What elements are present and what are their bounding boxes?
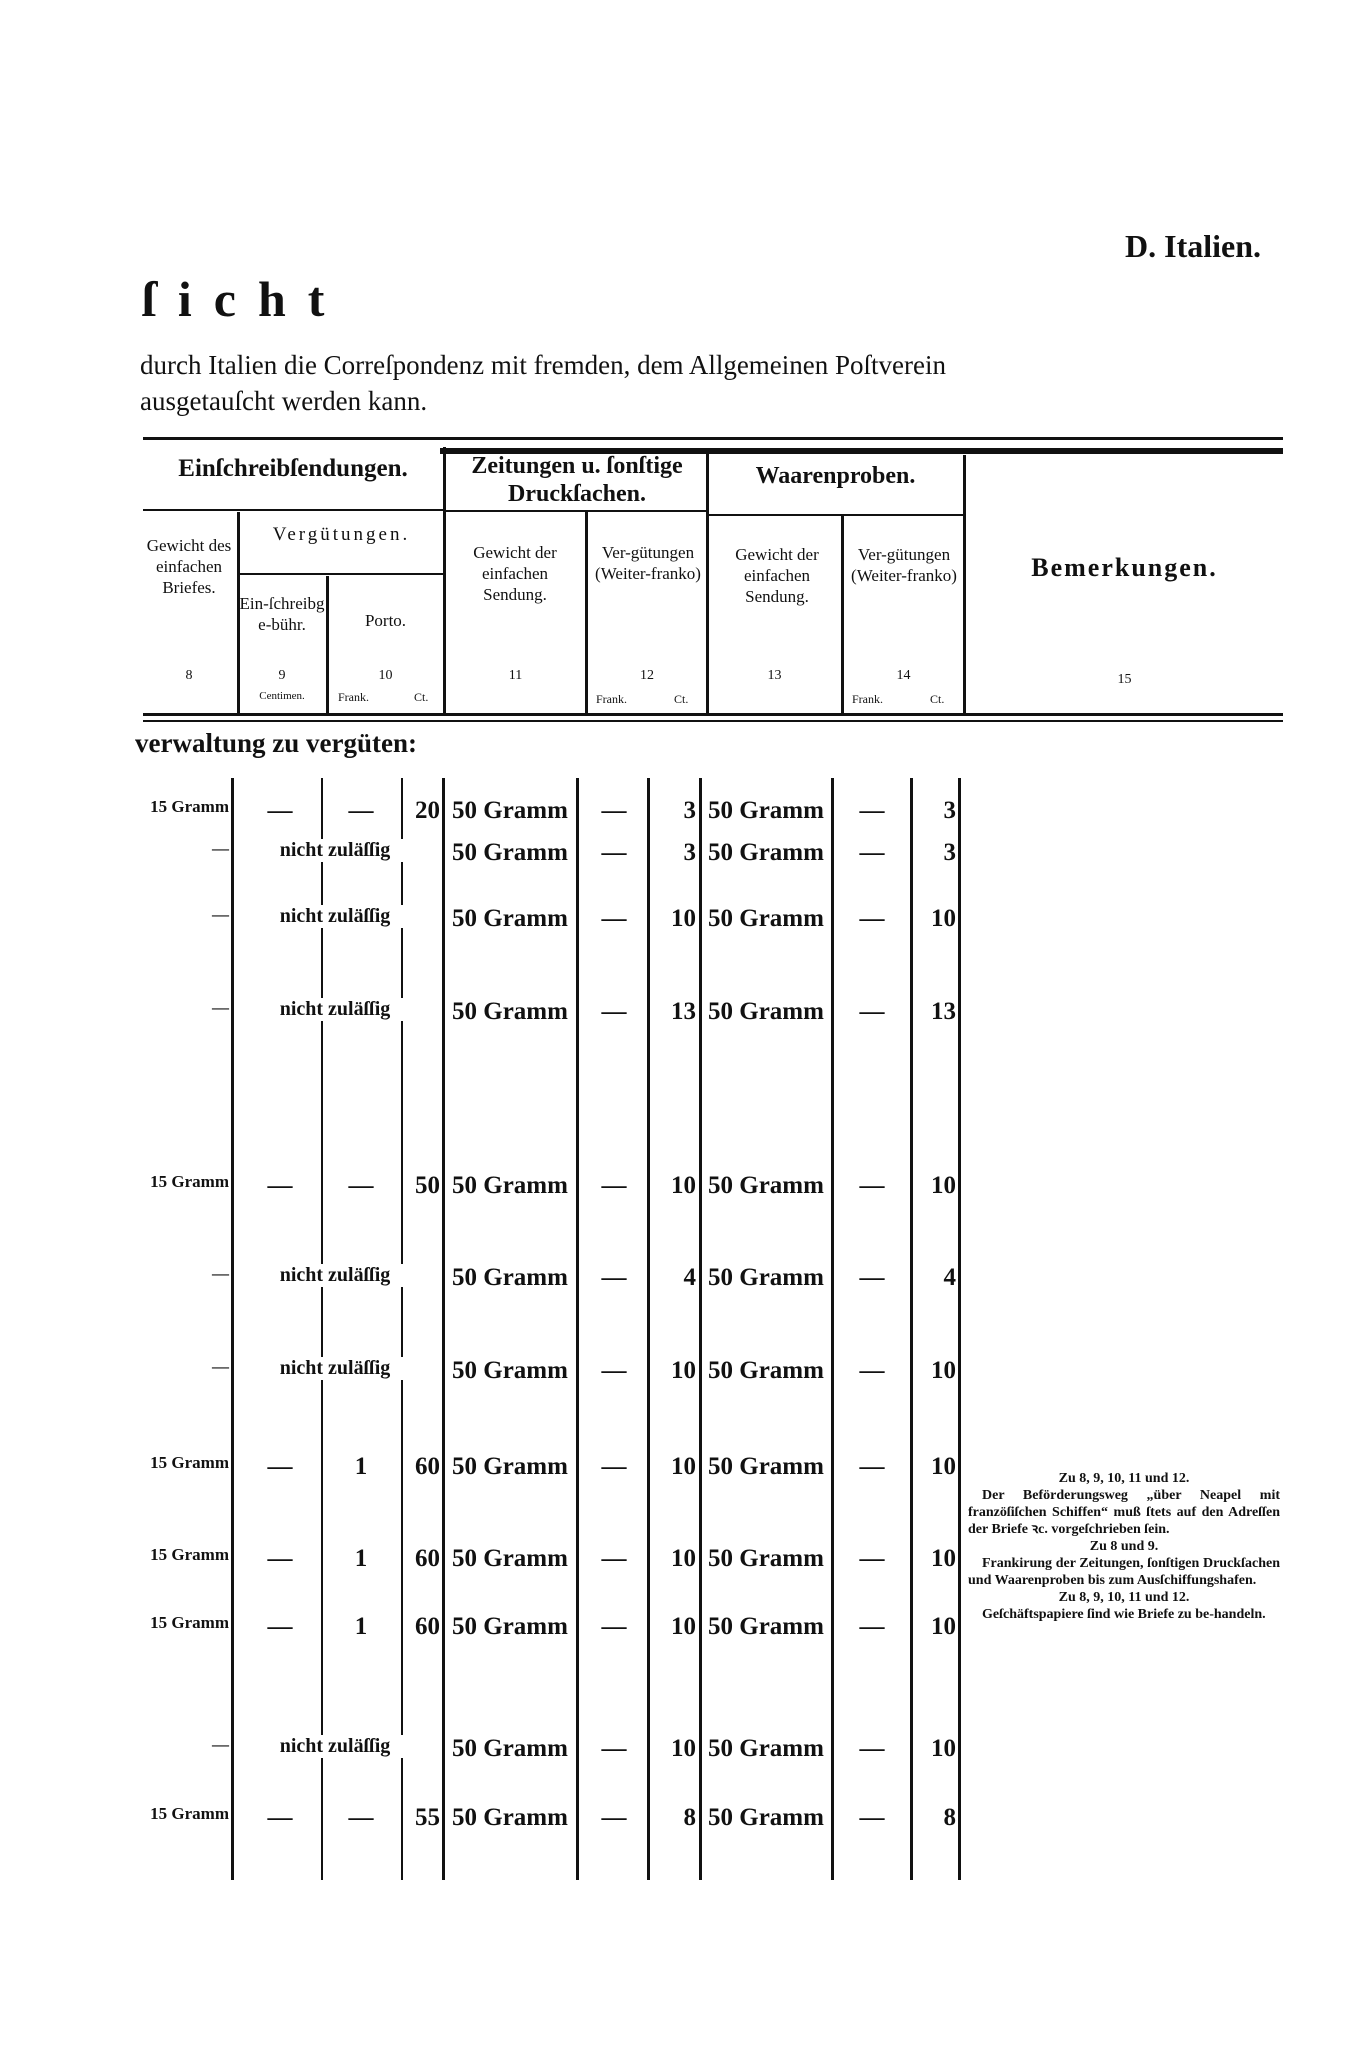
header-verguetungen-weiterfranko: Ver-gütungen (Weiter-franko) xyxy=(595,543,701,583)
rule xyxy=(143,713,1283,716)
header-verguetungen-weiterfranko-2: Ver-gütungen (Weiter-franko) xyxy=(851,545,957,585)
col-number: 15 xyxy=(1117,672,1132,687)
sample-ct-cell: 10 xyxy=(914,905,956,933)
col-divider xyxy=(647,778,650,1880)
remark-text: Geſchäftspapiere ſind wie Briefe zu be-handeln. xyxy=(982,1607,1266,1622)
print-weight-cell: 50 Gramm xyxy=(447,1172,573,1200)
sample-frank-cell: — xyxy=(838,1264,906,1292)
unit-centimen: Centimen. xyxy=(259,690,305,702)
sample-frank-cell: — xyxy=(838,1613,906,1641)
remark-heading: Zu 8 und 9. xyxy=(1089,1539,1159,1554)
header-gewicht-briefes: Gewicht des einfachen Briefes. xyxy=(146,536,232,597)
registration-fee-cell: — xyxy=(250,1804,310,1832)
col-number: 10 xyxy=(378,668,393,683)
intro-line-2: ausgetauſcht werden kann. xyxy=(140,386,428,416)
print-weight-cell: 50 Gramm xyxy=(447,1545,573,1573)
porto-frank-cell: 1 xyxy=(336,1613,386,1641)
sample-weight-cell: 50 Gramm xyxy=(704,1172,828,1200)
col-divider xyxy=(831,778,834,1880)
porto-ct-cell: 60 xyxy=(406,1613,440,1641)
sample-ct-cell: 10 xyxy=(914,1545,956,1573)
col-number: 8 xyxy=(185,668,193,683)
registration-fee-cell: — xyxy=(250,1545,310,1573)
sample-frank-cell: — xyxy=(838,1804,906,1832)
sample-frank-cell: — xyxy=(838,1545,906,1573)
print-ct-cell: 10 xyxy=(652,1453,696,1481)
unit-ct: Ct. xyxy=(930,692,945,706)
sample-frank-cell: — xyxy=(838,1172,906,1200)
print-weight-cell: 50 Gramm xyxy=(447,998,573,1026)
remark-text: Der Beförderungsweg „über Neapel mit franzöſiſchen Schiffen“ muß ſtets auf den Adreſſen der Briefe ꝛc. vorgeſchrieben ſein. xyxy=(968,1488,1280,1537)
header-porto: Porto. xyxy=(364,611,407,630)
print-weight-cell: 50 Gramm xyxy=(447,1613,573,1641)
print-ct-cell: 10 xyxy=(652,905,696,933)
header-verguetungen: Vergütungen. xyxy=(272,524,411,545)
sample-weight-cell: 50 Gramm xyxy=(704,905,828,933)
sample-weight-cell: 50 Gramm xyxy=(704,1357,828,1385)
weight-cell: — xyxy=(133,1264,229,1284)
print-weight-cell: 50 Gramm xyxy=(447,1264,573,1292)
not-allowed-cell: nicht zuläſſig xyxy=(250,1357,420,1380)
sample-ct-cell: 4 xyxy=(914,1264,956,1292)
remark-heading: Zu 8, 9, 10, 11 und 12. xyxy=(1058,1590,1190,1605)
print-weight-cell: 50 Gramm xyxy=(447,1357,573,1385)
col-divider xyxy=(958,778,961,1880)
remark-text: Frankirung der Zeitungen, ſonſtigen Druckſachen und Waarenproben bis zum Ausſchiffungshafen. xyxy=(968,1556,1280,1588)
sample-ct-cell: 10 xyxy=(914,1735,956,1763)
remark-heading: Zu 8, 9, 10, 11 und 12. xyxy=(1058,1471,1190,1486)
weight-cell: 15 Gramm xyxy=(133,797,229,817)
print-ct-cell: 10 xyxy=(652,1545,696,1573)
not-allowed-cell: nicht zuläſſig xyxy=(250,1735,420,1758)
unit-frank: Frank. xyxy=(338,690,369,704)
col-number: 14 xyxy=(896,668,911,683)
col-divider xyxy=(231,778,234,1880)
not-allowed-cell: nicht zuläſſig xyxy=(250,998,420,1021)
sample-weight-cell: 50 Gramm xyxy=(704,839,828,867)
registration-fee-cell: — xyxy=(250,1453,310,1481)
print-weight-cell: 50 Gramm xyxy=(447,1804,573,1832)
sample-weight-cell: 50 Gramm xyxy=(704,1735,828,1763)
sample-frank-cell: — xyxy=(838,905,906,933)
sample-ct-cell: 10 xyxy=(914,1172,956,1200)
intro-line-1: durch Italien die Correſpondenz mit fremden, dem Allgemeinen Poſtverein xyxy=(140,350,947,380)
weight-cell: 15 Gramm xyxy=(133,1804,229,1824)
porto-ct-cell: 60 xyxy=(406,1545,440,1573)
weight-cell: 15 Gramm xyxy=(133,1453,229,1473)
print-ct-cell: 4 xyxy=(652,1264,696,1292)
porto-ct-cell: 20 xyxy=(406,797,440,825)
weight-cell: 15 Gramm xyxy=(133,1172,229,1192)
header-zeitungen: Zeitungen u. ſonſtige Druckſachen. xyxy=(471,453,683,507)
col-divider xyxy=(576,778,579,1880)
rule xyxy=(143,720,1283,722)
col-divider xyxy=(841,516,844,715)
sample-weight-cell: 50 Gramm xyxy=(704,797,828,825)
porto-ct-cell: 55 xyxy=(406,1804,440,1832)
unit-frank: Frank. xyxy=(596,692,627,706)
print-ct-cell: 10 xyxy=(652,1357,696,1385)
weight-cell: — xyxy=(133,839,229,859)
porto-frank-cell: — xyxy=(336,1804,386,1832)
porto-frank-cell: — xyxy=(336,797,386,825)
unit-frank: Frank. xyxy=(852,692,883,706)
porto-ct-cell: 60 xyxy=(406,1453,440,1481)
sample-weight-cell: 50 Gramm xyxy=(704,1613,828,1641)
weight-cell: 15 Gramm xyxy=(133,1613,229,1633)
print-frank-cell: — xyxy=(584,1172,644,1200)
print-ct-cell: 10 xyxy=(652,1172,696,1200)
header-bemerkungen: Bemerkungen. xyxy=(1031,553,1218,582)
weight-cell: 15 Gramm xyxy=(133,1545,229,1565)
col-number: 9 xyxy=(278,668,286,683)
porto-ct-cell: 50 xyxy=(406,1172,440,1200)
print-weight-cell: 50 Gramm xyxy=(447,1735,573,1763)
header-gewicht-sendung-2: Gewicht der einfachen Sendung. xyxy=(735,545,819,606)
sample-ct-cell: 3 xyxy=(914,797,956,825)
sample-frank-cell: — xyxy=(838,998,906,1026)
print-weight-cell: 50 Gramm xyxy=(447,839,573,867)
sample-frank-cell: — xyxy=(838,1357,906,1385)
porto-frank-cell: — xyxy=(336,1172,386,1200)
sample-ct-cell: 3 xyxy=(914,839,956,867)
rule xyxy=(143,437,1283,440)
col-divider xyxy=(442,778,445,1880)
print-ct-cell: 8 xyxy=(652,1804,696,1832)
col-divider xyxy=(321,778,323,1880)
rule xyxy=(446,510,706,512)
weight-cell: — xyxy=(133,905,229,925)
sample-ct-cell: 8 xyxy=(914,1804,956,1832)
print-frank-cell: — xyxy=(584,905,644,933)
registration-fee-cell: — xyxy=(250,1613,310,1641)
not-allowed-cell: nicht zuläſſig xyxy=(250,1264,420,1287)
page-label: D. Italien. xyxy=(1125,228,1261,264)
header-waarenproben: Waarenproben. xyxy=(755,463,916,489)
sample-frank-cell: — xyxy=(838,1735,906,1763)
unit-ct: Ct. xyxy=(674,692,689,706)
rule xyxy=(238,573,443,575)
sample-ct-cell: 10 xyxy=(914,1613,956,1641)
sample-frank-cell: — xyxy=(838,797,906,825)
sample-weight-cell: 50 Gramm xyxy=(704,998,828,1026)
print-ct-cell: 10 xyxy=(652,1613,696,1641)
col-number: 12 xyxy=(640,668,654,683)
print-ct-cell: 3 xyxy=(652,839,696,867)
col-divider xyxy=(910,778,913,1880)
print-frank-cell: — xyxy=(584,1357,644,1385)
print-frank-cell: — xyxy=(584,1545,644,1573)
not-allowed-cell: nicht zuläſſig xyxy=(250,839,420,862)
header-einschreibsendungen: Einſchreibſendungen. xyxy=(178,455,408,482)
section-text: verwaltung zu vergüten: xyxy=(135,728,417,758)
col-divider xyxy=(585,512,588,715)
col-number: 11 xyxy=(508,668,523,683)
rule xyxy=(143,509,443,511)
print-ct-cell: 10 xyxy=(652,1735,696,1763)
print-ct-cell: 13 xyxy=(652,998,696,1026)
sample-weight-cell: 50 Gramm xyxy=(704,1264,828,1292)
print-frank-cell: — xyxy=(584,1613,644,1641)
print-weight-cell: 50 Gramm xyxy=(447,1453,573,1481)
sample-ct-cell: 13 xyxy=(914,998,956,1026)
print-ct-cell: 3 xyxy=(652,797,696,825)
col-number: 13 xyxy=(767,668,782,683)
weight-cell: — xyxy=(133,1735,229,1755)
registration-fee-cell: — xyxy=(250,797,310,825)
unit-ct: Ct. xyxy=(414,690,429,704)
sample-frank-cell: — xyxy=(838,839,906,867)
sample-ct-cell: 10 xyxy=(914,1453,956,1481)
print-frank-cell: — xyxy=(584,998,644,1026)
porto-frank-cell: 1 xyxy=(336,1453,386,1481)
not-allowed-cell: nicht zuläſſig xyxy=(250,905,420,928)
weight-cell: — xyxy=(133,1357,229,1377)
sample-weight-cell: 50 Gramm xyxy=(704,1545,828,1573)
print-frank-cell: — xyxy=(584,1735,644,1763)
page-title: ſicht xyxy=(142,271,347,327)
header-gewicht-sendung: Gewicht der einfachen Sendung. xyxy=(473,543,557,604)
col-divider xyxy=(401,778,403,1880)
porto-frank-cell: 1 xyxy=(336,1545,386,1573)
weight-cell: — xyxy=(133,998,229,1018)
col-divider xyxy=(326,576,329,715)
rule xyxy=(706,514,964,516)
print-frank-cell: — xyxy=(584,839,644,867)
print-weight-cell: 50 Gramm xyxy=(447,905,573,933)
remarks xyxy=(968,1470,1280,1623)
print-frank-cell: — xyxy=(584,797,644,825)
sample-weight-cell: 50 Gramm xyxy=(704,1804,828,1832)
print-frank-cell: — xyxy=(584,1453,644,1481)
header-einschreibgebuehr: Ein-ſchreibge-bühr. xyxy=(239,594,325,634)
print-frank-cell: — xyxy=(584,1264,644,1292)
registration-fee-cell: — xyxy=(250,1172,310,1200)
print-weight-cell: 50 Gramm xyxy=(447,797,573,825)
col-divider xyxy=(699,778,702,1880)
sample-ct-cell: 10 xyxy=(914,1357,956,1385)
print-frank-cell: — xyxy=(584,1804,644,1832)
sample-weight-cell: 50 Gramm xyxy=(704,1453,828,1481)
sample-frank-cell: — xyxy=(838,1453,906,1481)
